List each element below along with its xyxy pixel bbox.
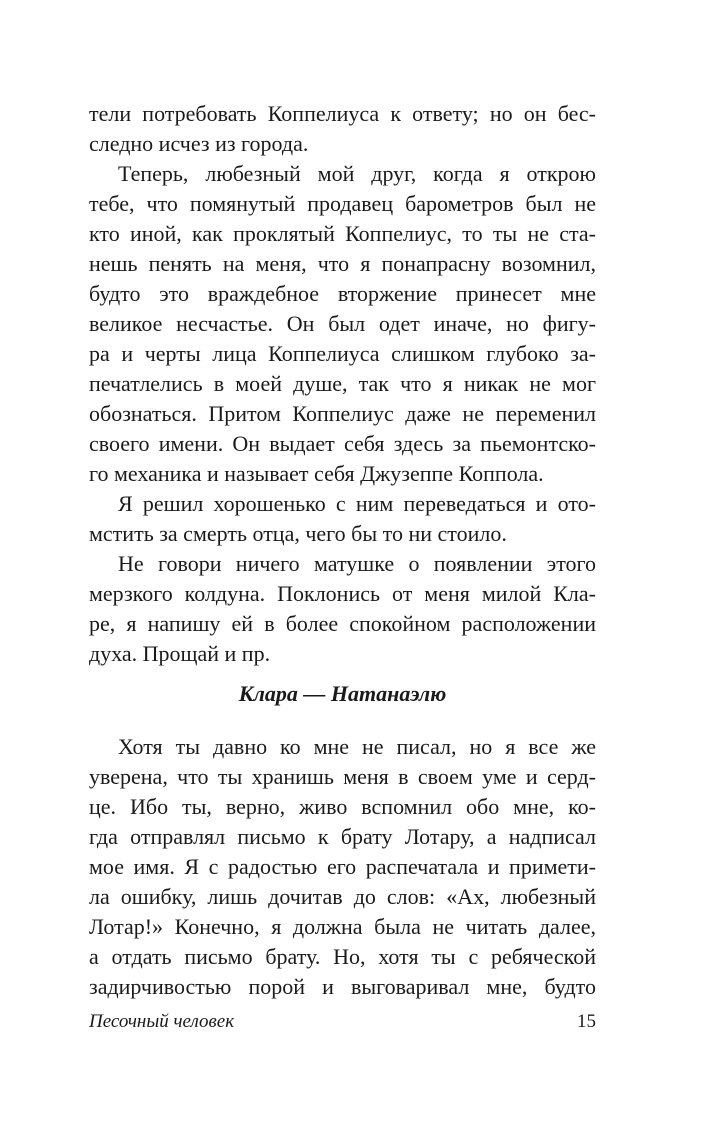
text-line: будто это враждебное вторжение принесет мне <box>89 281 596 306</box>
body-text-before-heading <box>89 99 596 669</box>
text-line: тели потребовать Коппелиуса к ответу; но он бес- <box>89 101 596 126</box>
text-line: духа. Прощай и пр. <box>89 641 271 666</box>
text-line: обознаться. Притом Коппелиус даже не переменил <box>89 401 596 426</box>
text-line: мстить за смерть отца, чего бы то ни стоило. <box>89 521 507 546</box>
text-line: Не говори ничего матушке о появлении этого <box>118 551 596 576</box>
text-line: уверена, что ты хранишь меня в своем уме и серд- <box>89 764 596 789</box>
text-line: нешь пенять на меня, что я понапрасну возомнил, <box>89 251 596 276</box>
text-line: великое несчастье. Он был одет иначе, но фигу- <box>89 311 596 336</box>
section-heading: Клара — Натанаэлю <box>238 681 447 706</box>
text-line: печатлелись в моей душе, так что я никак не мог <box>89 371 596 396</box>
text-line: Хотя ты давно ко мне не писал, но я все же <box>118 734 596 759</box>
text-line: тебе, что помянутый продавец барометров был не <box>89 191 596 216</box>
text-line: го механика и называет себя Джузеппе Коппола. <box>89 461 544 486</box>
text-line: ре, я напишу ей в более спокойном расположении <box>89 611 596 636</box>
text-line: ла ошибку, лишь дочитав до слов: «Ах, любезный <box>89 884 596 909</box>
text-line: кто иной, как проклятый Коппелиус, то ты не ста- <box>89 221 596 246</box>
text-line: мерзкого колдуна. Поклонись от меня милой Кла- <box>89 581 596 606</box>
text-line: задирчивостью порой и выговаривал мне, будто <box>89 974 596 999</box>
text-line: Теперь, любезный мой друг, когда я открою <box>118 161 596 186</box>
running-title: Песочный человек <box>89 1011 235 1032</box>
text-line: следно исчез из города. <box>89 131 309 156</box>
text-line: Лотар!» Конечно, я должна была не читать далее, <box>89 914 596 939</box>
text-line: своего имени. Он выдает себя здесь за пьемонтско- <box>89 431 596 456</box>
text-line: ра и черты лица Коппелиуса слишком глубоко за- <box>89 341 596 366</box>
text-line: мое имя. Я с радостью его распечатала и примети- <box>89 854 596 879</box>
text-line: гда отправлял письмо к брату Лотару, а надписал <box>89 824 596 849</box>
text-line: Я решил хорошенько с ним переведаться и ото- <box>118 491 596 516</box>
body-text-after-heading <box>89 732 596 1002</box>
page-footer <box>89 1008 596 1036</box>
page-number: 15 <box>577 1011 596 1032</box>
text-line: а отдать письмо брату. Но, хотя ты с ребяческой <box>89 944 596 969</box>
text-line: це. Ибо ты, верно, живо вспомнил обо мне, ко- <box>89 794 596 819</box>
